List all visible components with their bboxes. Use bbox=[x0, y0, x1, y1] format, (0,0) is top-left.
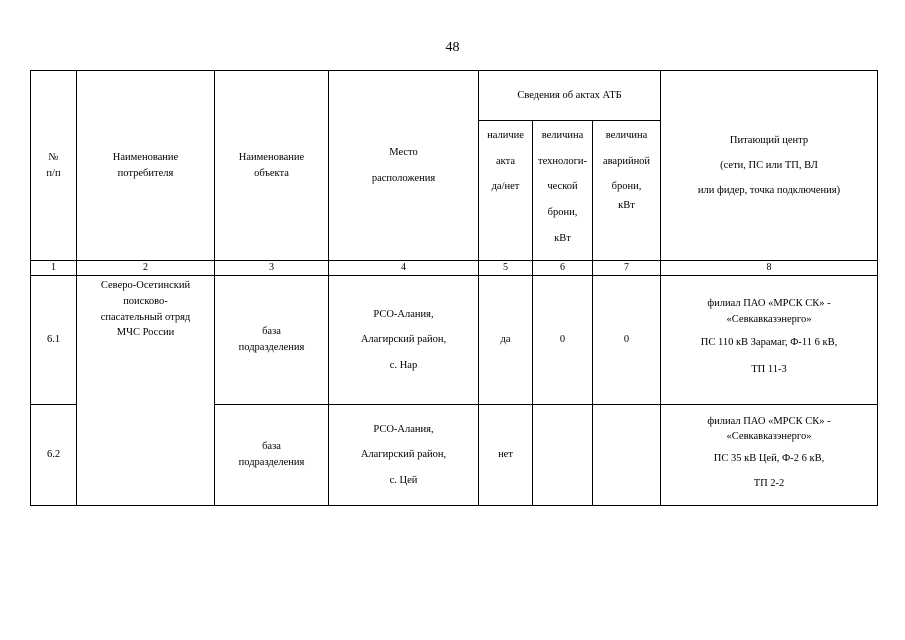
header-num: № п/п bbox=[31, 71, 77, 261]
row-consumer: Северо-Осетинский поисково- спасательный отряд МЧС России bbox=[77, 276, 215, 506]
col-index: 7 bbox=[593, 261, 661, 276]
column-index-row bbox=[31, 261, 878, 276]
row-num: 6.1 bbox=[31, 276, 77, 405]
header-row-top bbox=[31, 71, 878, 121]
header-atb-group: Сведения об актах АТБ bbox=[479, 71, 661, 121]
col-index: 4 bbox=[329, 261, 479, 276]
page-number: 48 bbox=[445, 40, 460, 55]
row-tech-reserve: 0 bbox=[533, 276, 593, 405]
row-object: база подразделения bbox=[215, 276, 329, 405]
col-index: 2 bbox=[77, 261, 215, 276]
row-tech-reserve bbox=[533, 405, 593, 506]
col-index: 3 bbox=[215, 261, 329, 276]
atb-table bbox=[30, 70, 878, 506]
row-has-act: да bbox=[479, 276, 533, 405]
row-emergency-reserve bbox=[593, 405, 661, 506]
row-supply: филиал ПАО «МРСК СК» - «Севкавказэнерго» ПС 35 кВ Цей, Ф-2 6 кВ, ТП 2-2 bbox=[661, 405, 878, 506]
row-object: база подразделения bbox=[215, 405, 329, 506]
col-index: 1 bbox=[31, 261, 77, 276]
row-supply: филиал ПАО «МРСК СК» - «Севкавказэнерго» ПС 110 кВ Зарамаг, Ф-11 6 кВ, ТП 11-3 bbox=[661, 276, 878, 405]
col-index: 8 bbox=[661, 261, 878, 276]
row-has-act: нет bbox=[479, 405, 533, 506]
col-index: 5 bbox=[479, 261, 533, 276]
header-emergency-reserve: величина аварийной брони, кВт bbox=[593, 121, 661, 261]
row-location: РСО-Алания, Алагирский район, с. Цей bbox=[329, 405, 479, 506]
header-has-act: наличие акта да/нет bbox=[479, 121, 533, 261]
header-object: Наименование объекта bbox=[215, 71, 329, 261]
header-consumer: Наименование потребителя bbox=[77, 71, 215, 261]
row-emergency-reserve: 0 bbox=[593, 276, 661, 405]
col-index: 6 bbox=[533, 261, 593, 276]
row-location: РСО-Алания, Алагирский район, с. Нар bbox=[329, 276, 479, 405]
header-supply-center: Питающий центр (сети, ПС или ТП, ВЛ или фидер, точка подключения) bbox=[661, 71, 878, 261]
header-tech-reserve: величина технологи- ческой брони, кВт bbox=[533, 121, 593, 261]
row-num: 6.2 bbox=[31, 405, 77, 506]
table-row bbox=[31, 276, 878, 405]
header-location: Место расположения bbox=[329, 71, 479, 261]
